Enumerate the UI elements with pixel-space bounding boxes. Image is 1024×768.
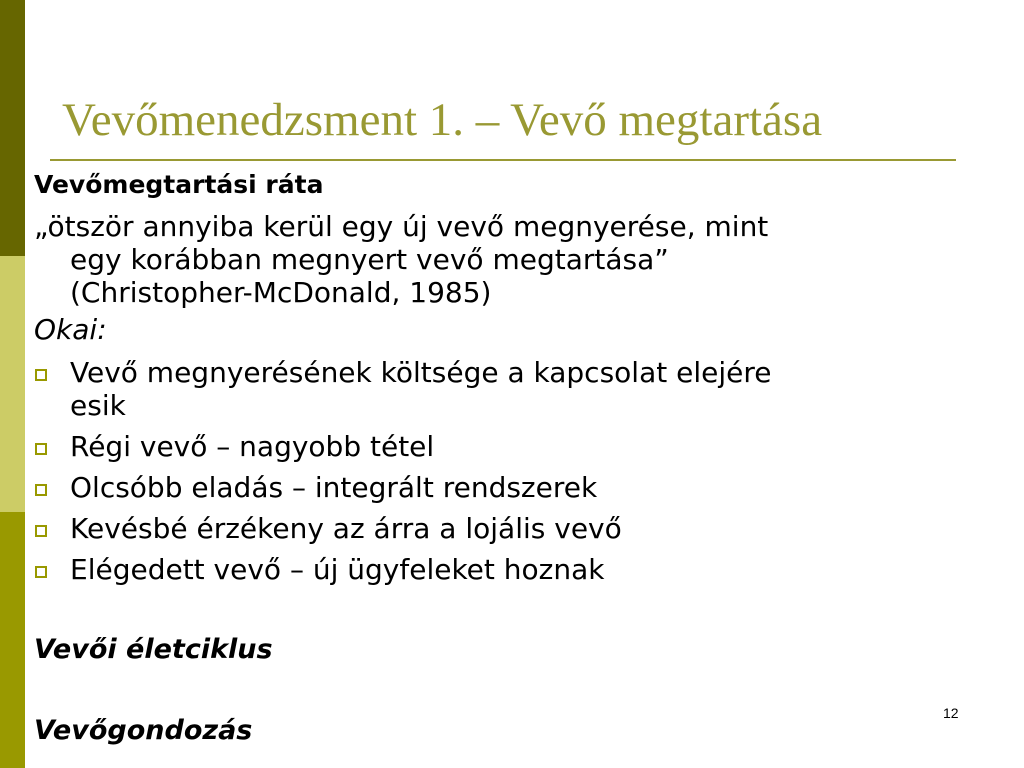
square-bullet-icon — [35, 525, 47, 537]
list-item — [34, 430, 771, 463]
quote-citation: (Christopher-McDonald, 1985) — [70, 276, 492, 309]
list-item-text: Olcsóbb eladás – integrált rendszerek — [70, 471, 598, 504]
slide-title: Vevőmenedzsment 1. – Vevő megtartása — [62, 94, 823, 146]
retention-rate-heading: Vevőmegtartási ráta — [34, 170, 324, 199]
list-item-text: Elégedett vevő – új ügyfeleket hoznak — [70, 553, 605, 586]
list-item-text: Kevésbé érzékeny az árra a lojális vevő — [70, 512, 622, 545]
page-number: 12 — [943, 705, 959, 721]
quote-block — [34, 210, 768, 309]
quote-line-2: egy korábban megnyert vevő megtartása” — [70, 243, 669, 276]
square-bullet-icon — [35, 484, 47, 496]
section-customer-lifecycle: Vevői életciklus — [34, 634, 273, 665]
square-bullet-icon — [35, 369, 47, 381]
square-bullet-icon — [35, 566, 47, 578]
reasons-label: Okai: — [34, 313, 107, 346]
reasons-list — [34, 356, 771, 594]
section-customer-care: Vevőgondozás — [34, 715, 253, 746]
square-bullet-icon — [35, 443, 47, 455]
quote-line-1: „ötször annyiba kerül egy új vevő megnyerése, mint — [34, 210, 769, 243]
list-item — [34, 512, 771, 545]
list-item-text-continued: esik — [70, 389, 126, 422]
list-item — [34, 553, 771, 586]
list-item — [34, 471, 771, 504]
list-item — [34, 356, 771, 422]
list-item-text: Vevő megnyerésének költsége a kapcsolat elejére — [70, 356, 772, 389]
title-underline — [50, 159, 956, 161]
left-accent-bar-bottom — [0, 512, 25, 768]
list-item-text: Régi vevő – nagyobb tétel — [70, 430, 435, 463]
left-accent-bar-top — [0, 0, 25, 256]
left-accent-bar-middle — [0, 256, 25, 512]
